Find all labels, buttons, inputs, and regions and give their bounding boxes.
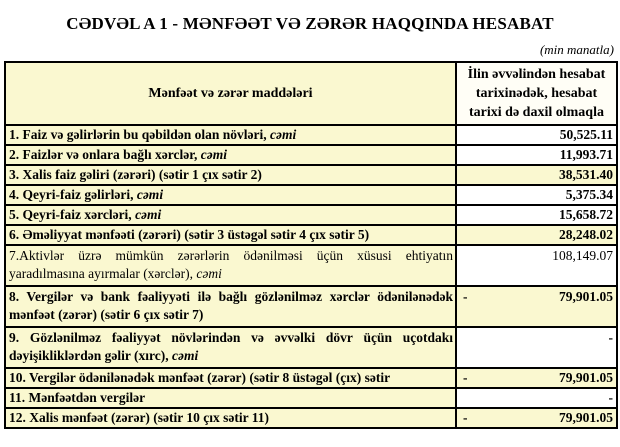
row-amount: 79,901.05 — [559, 410, 613, 425]
unit-note: (min manatla) — [539, 42, 614, 57]
header-row — [5, 62, 617, 125]
row-amount: 5,375.34 — [565, 187, 613, 202]
items-column-header: Mənfəət və zərər maddələri — [5, 62, 456, 125]
row-amount: 38,531.40 — [559, 167, 613, 182]
row-label: 5. Qeyri-faiz xərcləri, cəmi — [5, 205, 456, 225]
row-value — [456, 408, 617, 428]
row-amount: 50,525.11 — [559, 127, 613, 142]
row-dash: - — [463, 410, 468, 425]
row-amount: 28,248.02 — [559, 227, 613, 242]
row-amount: 79,901.05 — [559, 289, 613, 304]
row-dash: - — [463, 370, 468, 385]
table-row — [5, 245, 617, 286]
table-row — [5, 368, 617, 388]
period-column-header: İlin əvvəlindən hesabat tarixinədək, hesabat tarixi də daxil olmaqla — [456, 62, 617, 125]
row-amount: - — [608, 330, 613, 345]
table-row — [5, 225, 617, 245]
row-value — [456, 185, 617, 205]
row-value — [456, 165, 617, 185]
table-row — [5, 125, 617, 145]
row-value — [456, 205, 617, 225]
row-value — [456, 245, 617, 286]
table-row — [5, 145, 617, 165]
table-row — [5, 286, 617, 327]
row-label: 11. Mənfəətdən vergilər — [5, 388, 456, 408]
row-label: 9. Gözlənilməz fəaliyyət növlərindən və əvvəlki dövr üçün uçotdakı dəyişikliklərdən gəlir (xırc), cəmi — [5, 327, 456, 368]
row-label: 2. Faizlər və onlara bağlı xərclər, cəmi — [5, 145, 456, 165]
row-label: 3. Xalis faiz gəliri (zərəri) (sətir 1 çıx sətir 2) — [5, 165, 456, 185]
pnl-table — [4, 61, 618, 429]
table-row — [5, 388, 617, 408]
row-amount: 11,993.71 — [559, 147, 613, 162]
table-row — [5, 408, 617, 428]
row-amount: 79,901.05 — [559, 370, 613, 385]
row-label: 4. Qeyri-faiz gəlirləri, cəmi — [5, 185, 456, 205]
row-label: 6. Əməliyyat mənfəəti (zərəri) (sətir 3 üstəgəl sətir 4 çıx sətir 5) — [5, 225, 456, 245]
table-row — [5, 327, 617, 368]
table-row — [5, 205, 617, 225]
table-row — [5, 165, 617, 185]
row-value — [456, 225, 617, 245]
row-value — [456, 388, 617, 408]
row-value — [456, 327, 617, 368]
row-label: 12. Xalis mənfəət (zərər) (sətir 10 çıx sətir 11) — [5, 408, 456, 428]
row-dash: - — [463, 289, 468, 304]
row-value — [456, 125, 617, 145]
row-value — [456, 286, 617, 327]
row-value — [456, 368, 617, 388]
report-title: CƏDVƏL A 1 - MƏNFƏƏT VƏ ZƏRƏR HAQQINDA HESABAT — [66, 14, 554, 33]
row-value — [456, 145, 617, 165]
row-label: 1. Faiz və gəlirlərin bu qəbildən olan növləri, cəmi — [5, 125, 456, 145]
row-amount: - — [608, 390, 613, 405]
row-amount: 15,658.72 — [559, 207, 613, 222]
row-label: 10. Vergilər ödənilənədək mənfəət (zərər) (sətir 8 üstəgəl (çıx) sətir — [5, 368, 456, 388]
row-label: 8. Vergilər və bank fəaliyyəti ilə bağlı gözlənilməz xərclər ödənilənədək mənfəət (zərər) (sətir 6 çıx sətir 7) — [5, 286, 456, 327]
row-amount: 108,149.07 — [552, 248, 613, 263]
row-label: 7.Aktivlər üzrə mümkün zərərlərin ödənilməsi üçün xüsusi ehtiyatın yaradılmasına ayırmalar (xərclər), cəmi — [5, 245, 456, 286]
table-row — [5, 185, 617, 205]
